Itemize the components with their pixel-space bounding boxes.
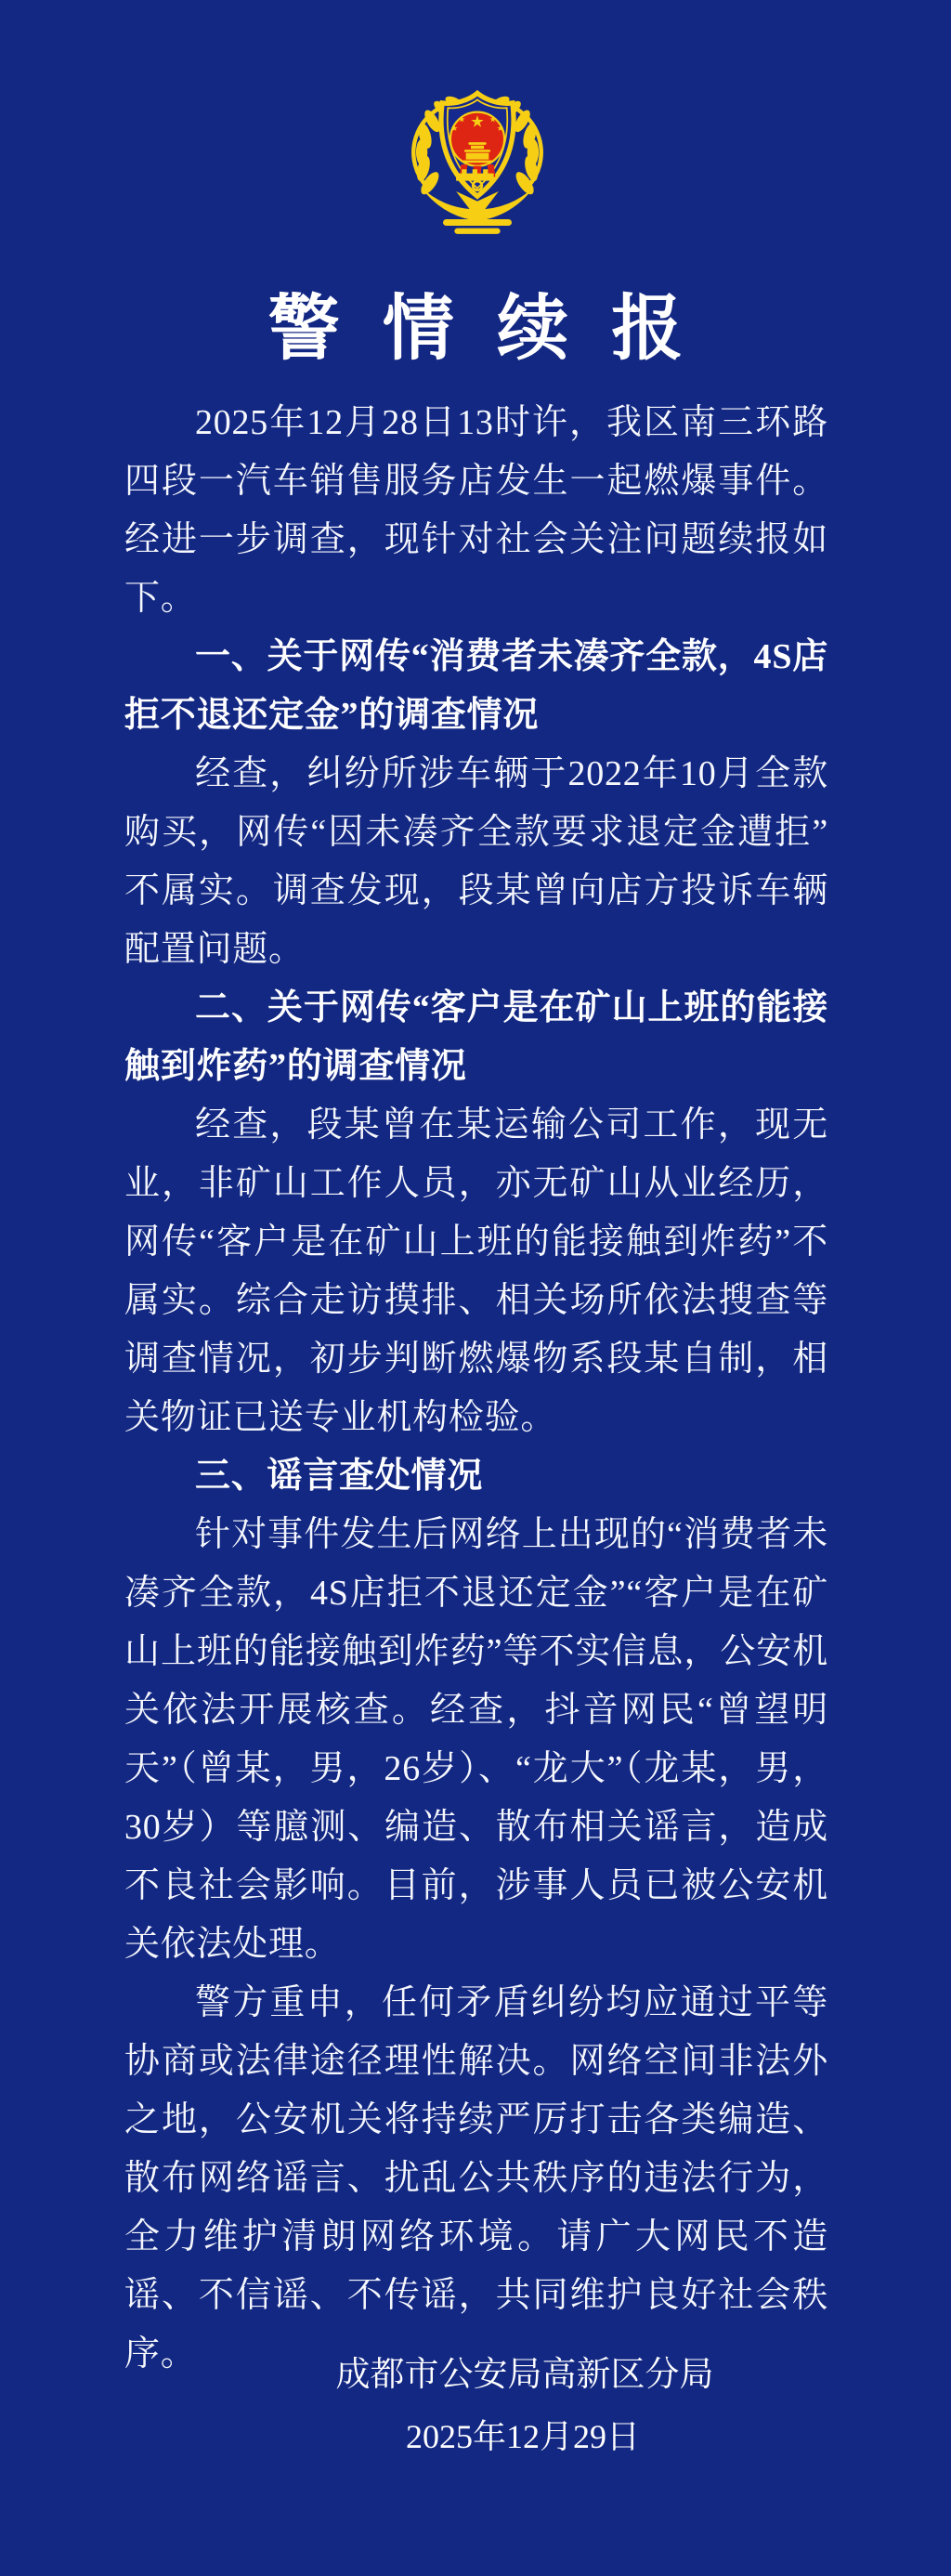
notice-paragraph: 经查，段某曾在某运输公司工作，现无业，非矿山工作人员，亦无矿山从业经历，网传“客户是在矿山上班的能接触到炸药”不属实。综合走访摸排、相关场所依法搜查等调查情况，初步判断燃爆物系段某自制，相关物证已送专业机构检验。 (124, 1105, 828, 1437)
notice-title: 警情续报 (267, 289, 726, 369)
police-badge-icon (394, 82, 561, 240)
notice-paragraph: 一、关于网传“消费者未凑齐全款，4S店拒不退还定金”的调查情况 (124, 637, 828, 735)
notice-paragraph: 三、谣言查处情况 (195, 1457, 484, 1496)
notice-paragraph: 针对事件发生后网络上出现的“消费者未凑齐全款，4S店拒不退还定金”“客户是在矿山上班的能接触到炸药”等不实信息，公安机关依法开展核查。经查，抖音网民“曾望明天”（曾某，男，26岁）、“龙大”（龙某，男，30岁）等臆测、编造、散布相关谣言，造成不良社会影响。目前，涉事人员已被公安机关依法处理。 (124, 1515, 828, 1964)
footer-date: 2025年12月29日 (405, 2418, 640, 2455)
notice-footer (124, 2345, 828, 2467)
notice-paragraph: 2025年12月28日13时许，我区南三环路四段一汽车销售服务店发生一起燃爆事件。经进一步调查，现针对社会关注问题续报如下。 (124, 403, 828, 618)
notice-paragraph: 警方重申，任何矛盾纠纷均应通过平等协商或法律途径理性解决。网络空间非法外之地，公安机关将持续严厉打击各类编造、散布网络谣言、扰乱公共秩序的违法行为，全力维护清朗网络环境。请广大网民不造谣、不信谣、不传谣，共同维护良好社会秩序。 (124, 1983, 828, 2373)
notice-paragraph: 经查，纠纷所涉车辆于2022年10月全款购买，网传“因未凑齐全款要求退定金遭拒”不属实。调查发现，段某曾向店方投诉车辆配置问题。 (124, 754, 828, 969)
notice-paragraph: 二、关于网传“客户是在矿山上班的能接触到炸药”的调查情况 (124, 988, 828, 1086)
notice-body (124, 394, 828, 2384)
footer-agency: 成都市公安局高新区分局 (335, 2356, 714, 2394)
